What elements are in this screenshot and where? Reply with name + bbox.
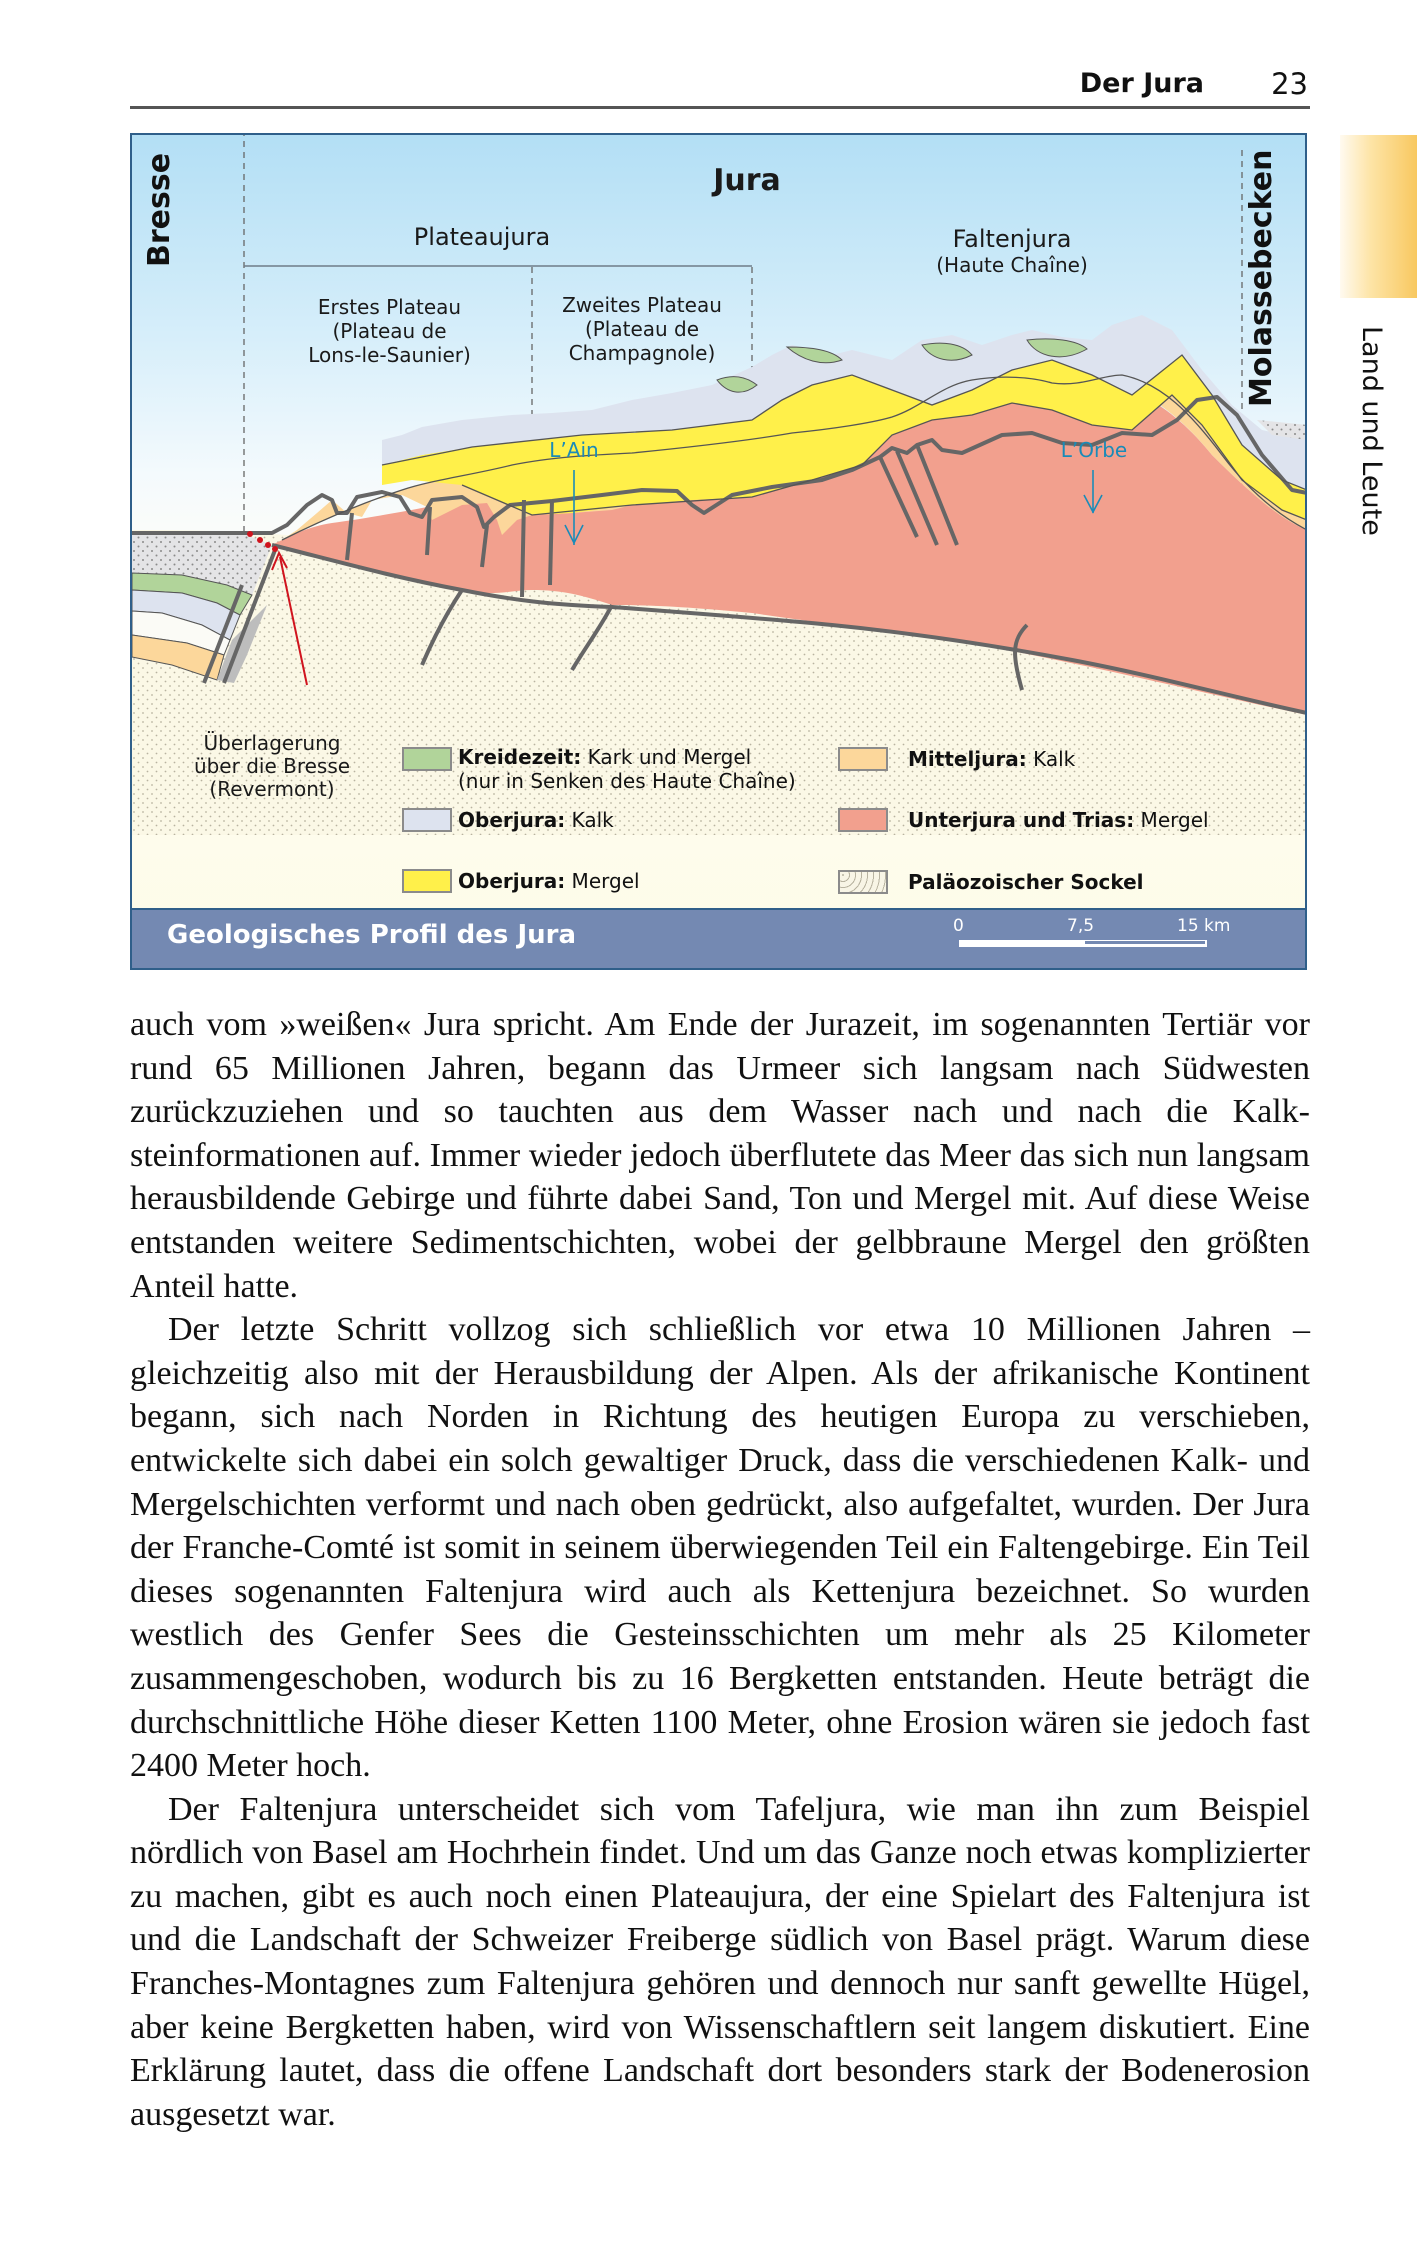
- chapter-side-label: [1355, 326, 1395, 556]
- legend-item-unterjura-trias: Unterjura und Trias: Mergel: [908, 808, 1209, 832]
- legend-swatch-oberjura-mergel: [402, 869, 452, 893]
- label-river-ain: L’Ain: [549, 438, 599, 462]
- legend-item-oberjura-kalk: Oberjura: Kalk: [458, 808, 614, 832]
- geological-profile-figure: [130, 133, 1307, 970]
- paragraph: Der Faltenjura unterscheidet sich vom Tafeljura, wie man ihn zum Beispiel nördlich von Basel am Hochrhein findet. Und um das Ganze noch etwas komplizierter zu machen, gibt es auch noch einen Plateaujura, der eine Spielart des Faltenjura ist und die Landschaft der Schweizer Freiberge südlich von Basel prägt. Warum diese Franches-Montagnes zum Faltenjura gehören und dennoch nur sanft gewellte Hügel, aber keine Bergketten haben, wird von Wissenschaftlern seit langem diskutiert. Eine Erklärung lautet, dass die offene Landschaft dort besonders stark der Bodenerosion ausgesetzt war.: [130, 1790, 1310, 2133]
- paragraph: Der letzte Schritt vollzog sich schließlich vor etwa 10 Millionen Jahren – gleichzeitig also mit der Herausbildung der Alpen. Als der afrikanische Kontinent begann, sich nach Norden in Richtung des heutigen Europa zu verschieben, entwickelte sich dabei ein solch gewaltiger Druck, dass die verschiedenen Kalk- und Mergelschichten verformt und nach oben gedrückt, also aufgefaltet, wurden. Der Jura der Franche-Comté ist somit in seinem überwiegenden Teil ein Faltengebirge. Ein Teil dieses sogenannten Faltenjura wird auch als Kettenjura bezeichnet. So wurden westlich des Genfer Sees die Gesteinsschichten um mehr als 25 Kilometer zusammengeschoben, wodurch bis zu 16 Bergketten entstanden. Heute beträgt die durchschnittliche Höhe dieser Ketten 1100 Meter, ohne Erosion wären sie jedoch fast 2400 Meter hoch.: [130, 1311, 1310, 1785]
- legend-item-oberjura-mergel: Oberjura: Mergel: [458, 869, 640, 893]
- legend-item-kreidezeit: Kreidezeit: Kark und Mergel (nur in Senken des Haute Chaîne): [458, 745, 796, 793]
- chapter-side-label-text: Land und Leute: [1356, 326, 1387, 536]
- paragraph: auch vom »weißen« Jura spricht. Am Ende der Jurazeit, im sogenannten Tertiär vor rund 65 Millionen Jahren, begann das Urmeer sich langsam nach Südwesten zurückzuziehen und so tauchten aus dem Wasser nach und nach die Kalksteinformationen auf. Immer wieder jedoch überflutete das Meer das sich nun langsam herausbildende Gebirge und führte dabei Sand, Ton und Mergel mit. Auf diese Weise entstanden weitere Sedimentschichten, wobei der gelbbraune Mergel den größten Anteil hatte.: [130, 1006, 1310, 1305]
- scale-bar-graphic: [959, 940, 1207, 947]
- legend-swatch-sockel: [838, 870, 888, 894]
- scale-tick-0: 0: [953, 916, 964, 936]
- label-faltenjura: Faltenjura: [952, 225, 1072, 253]
- label-faltenjura-sub: (Haute Chaîne): [936, 253, 1088, 277]
- legend-item-mitteljura: Mitteljura: Kalk: [908, 747, 1076, 771]
- label-bresse: Bresse: [142, 152, 177, 267]
- scale-tick-mid: 7,5: [1067, 916, 1095, 936]
- label-jura: Jura: [713, 163, 781, 198]
- running-head: [130, 64, 1310, 109]
- running-title: Der Jura: [1079, 68, 1204, 99]
- label-molassebecken: Molassebecken: [1244, 149, 1279, 407]
- figure-caption: Geologisches Profil des Jura: [167, 920, 576, 950]
- figure-caption-bar: [132, 908, 1305, 968]
- chapter-thumb-tab: [1340, 135, 1417, 298]
- label-overlap-note: Überlagerung über die Bresse (Revermont): [193, 731, 351, 801]
- scale-tick-end: 15 km: [1177, 916, 1231, 936]
- page-number: 23: [1271, 67, 1308, 101]
- label-river-orbe: L’Orbe: [1060, 438, 1128, 462]
- legend-swatch-kreidezeit: [402, 747, 452, 771]
- legend-swatch-unterjura-trias: [838, 808, 888, 832]
- scale-bar: [953, 916, 1237, 956]
- legend-swatch-oberjura-kalk: [402, 808, 452, 832]
- label-zweites-plateau: Zweites Plateau (Plateau de Champagnole): [562, 293, 722, 365]
- legend-item-sockel: Paläozoischer Sockel: [908, 870, 1144, 894]
- label-plateaujura: Plateaujura: [413, 223, 551, 251]
- body-text: [130, 1003, 1310, 2136]
- legend-swatch-mitteljura: [838, 747, 888, 771]
- label-erstes-plateau: Erstes Plateau (Plateau de Lons-le-Saunier): [308, 295, 471, 367]
